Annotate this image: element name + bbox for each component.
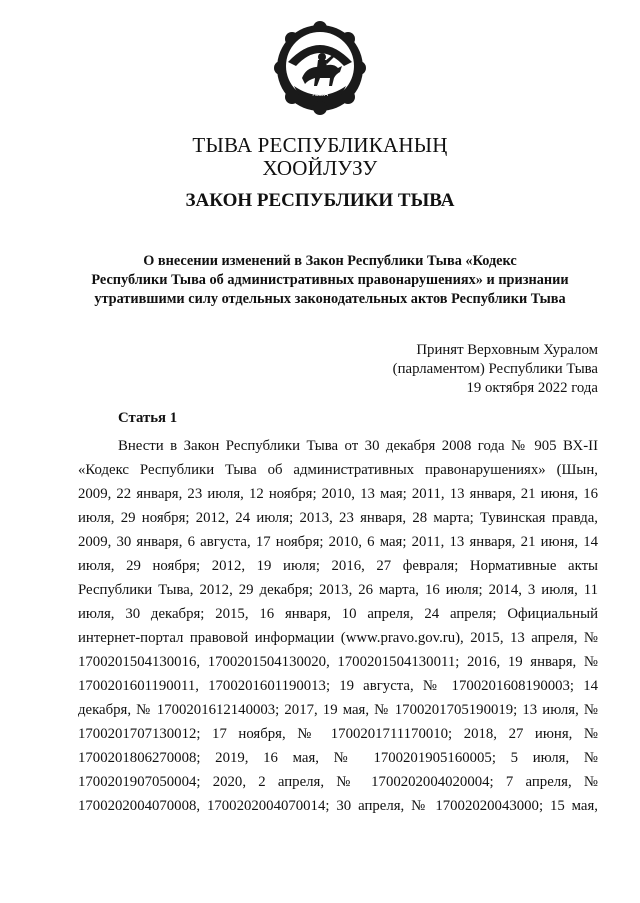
emblem-inscription: ТЫВА xyxy=(311,91,329,98)
body-line-1: Внести в Закон Республики Тыва от 30 декабря 2008 года № 905 ВХ-II xyxy=(118,438,598,454)
law-subject xyxy=(70,252,590,309)
body-line-4: июля, 29 ноября; 2012, 24 июля; 2013, 23 января, 28 марта; Тувинская правда, xyxy=(78,510,598,526)
adoption-line-1: Принят Верховным Хуралом xyxy=(416,342,598,358)
tuva-coat-of-arms-icon xyxy=(272,20,368,116)
adoption-date: 19 октября 2022 года xyxy=(466,380,598,396)
law-subject-line-2: Республики Тыва об административных правонарушениях» и признании xyxy=(91,272,569,288)
body-line-7: Республики Тыва, 2012, 29 декабря; 2013, 26 марта, 16 июля; 2014, 3 июля, 11 xyxy=(78,582,598,598)
body-line-10: 1700201504130016, 1700201504130020, 1700201504130011; 2016, 19 января, № xyxy=(78,654,598,670)
body-line-8: июля, 30 декабря; 2015, 16 января, 10 апреля, 24 апреля; Официальный xyxy=(78,606,598,622)
body-line-2: «Кодекс Республики Тыва об административных правонарушениях» (Шын, xyxy=(78,462,598,478)
law-subject-line-1: О внесении изменений в Закон Республики Тыва «Кодекс xyxy=(143,253,517,269)
emblem-graphic xyxy=(272,20,368,116)
body-line-14: 1700201806270008; 2019, 16 мая, № 1700201905160005; 5 июля, № xyxy=(78,750,598,766)
tuvan-title-line-1: ТЫВА РЕСПУБЛИКАНЫҢ xyxy=(192,133,448,157)
article-heading: Статья 1 xyxy=(118,410,178,426)
adoption-line-2: (парламентом) Республики Тыва xyxy=(392,361,598,377)
body-line-3: 2009, 22 января, 23 июля, 12 ноября; 2010, 13 мая; 2011, 13 января, 21 июня, 16 xyxy=(78,486,598,502)
tuvan-title xyxy=(0,134,640,180)
law-title: ЗАКОН РЕСПУБЛИКИ ТЫВА xyxy=(185,190,455,211)
body-line-6: июля, 29 ноября; 2012, 19 июля; 2016, 27 февраля; Нормативные акты xyxy=(78,558,598,574)
body-line-11: 1700201601190011, 1700201601190013; 19 августа, № 1700201608190003; 14 xyxy=(78,678,598,694)
body-line-15: 1700201907050004; 2020, 2 апреля, № 1700202004020004; 7 апреля, № xyxy=(78,774,598,790)
body-line-9: интернет-портал правовой информации (www.pravo.gov.ru), 2015, 13 апреля, № xyxy=(78,630,598,646)
law-subject-line-3: утратившими силу отдельных законодательных актов Республики Тыва xyxy=(94,291,566,307)
article-body xyxy=(78,434,598,818)
body-line-5: 2009, 30 января, 6 августа, 17 ноября; 2010, 6 мая; 2011, 13 января, 21 июня, 14 xyxy=(78,534,598,550)
tuvan-title-line-2: ХООЙЛУЗУ xyxy=(262,156,378,180)
body-line-13: 1700201707130012; 17 ноября, № 1700201711170010; 2018, 27 июня, № xyxy=(78,726,598,742)
body-line-12: декабря, № 1700201612140003; 2017, 19 мая, № 1700201705190019; 13 июля, № xyxy=(78,702,598,718)
adoption-note xyxy=(393,341,598,398)
body-line-16: 1700202004070008, 1700202004070014; 30 апреля, № 17002020043000; 15 мая, xyxy=(78,798,598,814)
